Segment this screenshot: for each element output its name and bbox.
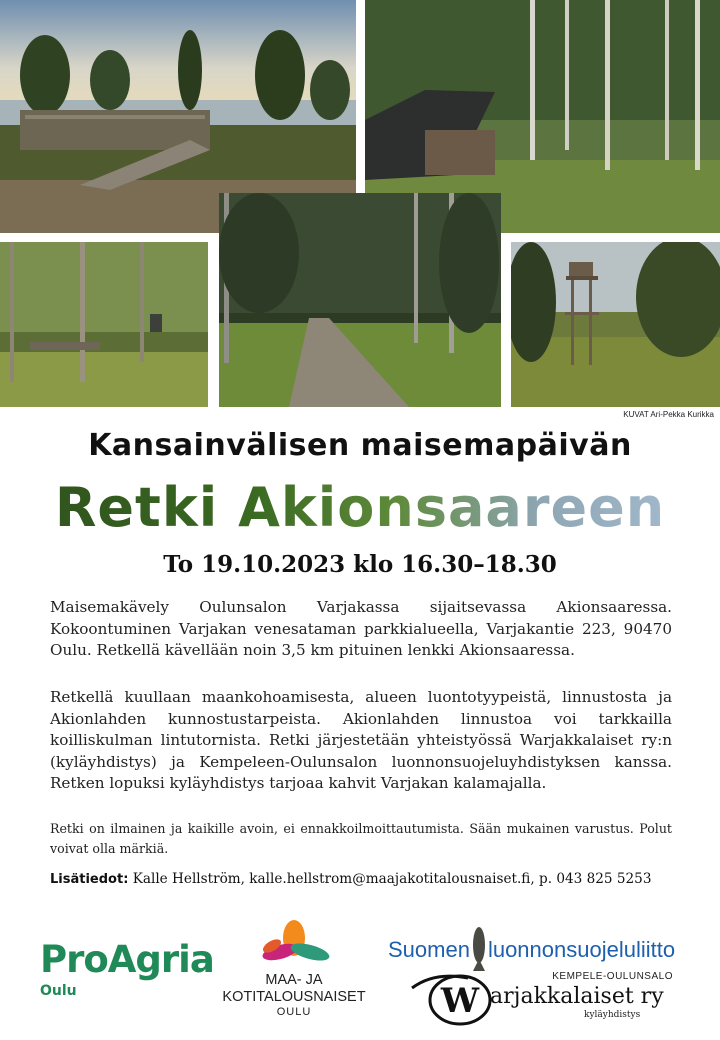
description-paragraph-2: Retkellä kuullaan maankohoamisesta, alueen luontotyypeistä, linnustosta ja Akionlahden kunnostustarpeista. Akionlahden linnustoa voi tarkkailla koilliskulman lintutornista. Retki järjestetään yhteistyössä Warjakkalaiset ry:n (kyläyhdistys) ja Kempeleen-Oulunsalon luonnonsuojeluyhdistyksen kanssa. Retken lopuksi kyläyhdistys tarjoaa kahvit Varjakan kalamajalla. <box>50 688 672 792</box>
maaja-line2: KOTITALOUSNAISET <box>222 989 366 1005</box>
contact-info <box>50 871 651 887</box>
proagria-sub: Oulu <box>40 983 77 999</box>
w-swirl-icon <box>408 972 498 1028</box>
event-subtitle: Kansainvälisen maisemapäivän <box>88 428 632 463</box>
maaja-logo <box>218 918 370 1018</box>
event-date: To 19.10.2023 klo 16.30–18.30 <box>163 551 557 578</box>
contact-label: Lisätiedot: <box>50 872 129 887</box>
warjakka-sub: kyläyhdistys <box>584 1010 641 1020</box>
warjakka-initial: W <box>440 981 480 1021</box>
description-paragraph-1: Maisemakävely Oulunsalon Varjakassa sijaitsevassa Akionsaaressa. Kokoontuminen Varjakan venesataman parkkialueella, Varjakantie 223, 90470 Oulu. Retkellä kävellään noin 3,5 km pituinen lenkki Akionsaaressa. <box>50 598 672 659</box>
maaja-line1: MAA- JA <box>265 972 323 988</box>
sll-name-part2: luonnonsuojeluliitto <box>487 937 676 962</box>
warjakka-name: arjakkalaiset ry <box>490 984 664 1009</box>
flower-icon <box>218 918 370 968</box>
sll-name <box>388 925 676 971</box>
event-title: Retki Akionsaareen <box>0 476 720 539</box>
sll-sub: KEMPELE-OULUNSALO <box>552 971 673 982</box>
contact-text: Kalle Hellström, kalle.hellstrom@maajakotitalousnaiset.fi, p. 043 825 5253 <box>132 871 652 887</box>
sll-name-part1: Suomen <box>388 937 470 962</box>
photo-credit: KUVAT Ari-Pekka Kurikka <box>623 410 714 419</box>
fish-icon <box>471 925 487 971</box>
photo-forest-clearing <box>0 242 208 407</box>
proagria-logo <box>40 938 214 999</box>
warjakkalaiset-logo <box>408 972 670 1030</box>
info-paragraph: Retki on ilmainen ja kaikille avoin, ei ennakkoilmoittautumista. Sään mukainen varustus. Polut voivat olla märkiä. <box>50 821 672 856</box>
maaja-sub: OULU <box>276 1006 312 1018</box>
photo-bird-tower <box>511 242 720 407</box>
photo-forest-path <box>219 193 501 407</box>
proagria-name: ProAgria <box>40 938 214 981</box>
